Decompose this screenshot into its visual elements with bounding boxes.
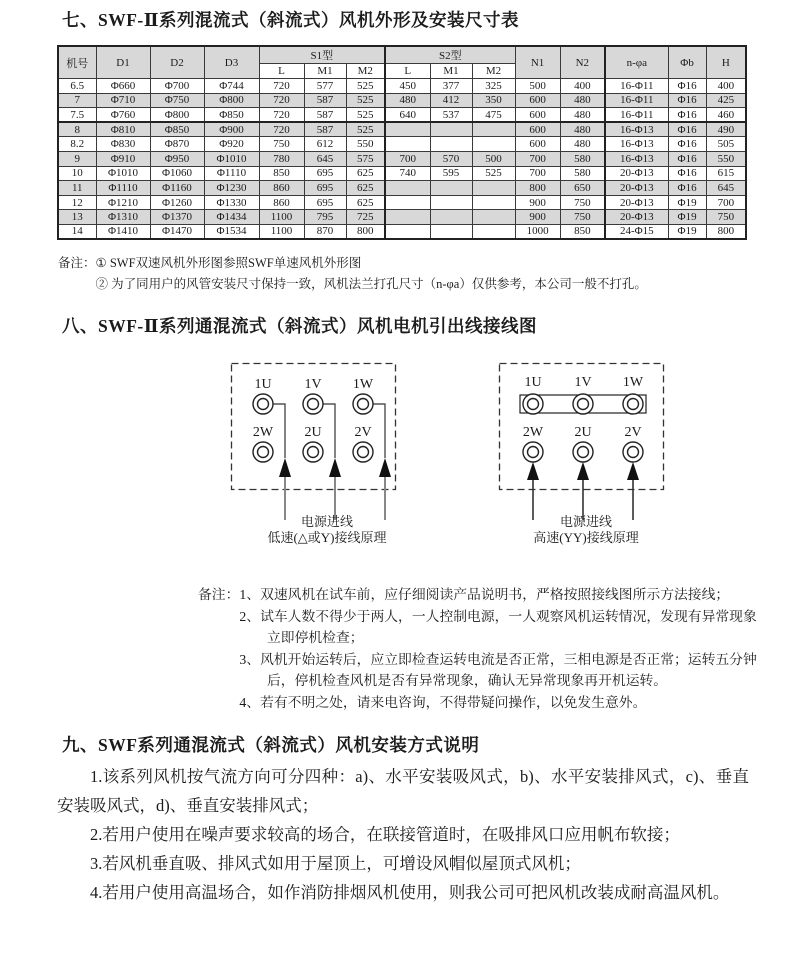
col-header-s2: S2型 (385, 46, 515, 64)
table-cell: 12 (58, 195, 96, 210)
caption-low-line2: 低速(△或Y)接线原理 (267, 530, 387, 545)
table-row (58, 151, 746, 166)
section8-title: 八、SWF-Ⅱ系列通混流式（斜流式）风机电机引出线接线图 (62, 316, 537, 336)
table-cell: 1100 (259, 224, 304, 239)
table-cell: 750 (560, 210, 605, 225)
table-cell: 1100 (259, 210, 304, 225)
table-cell: 460 (706, 108, 746, 123)
terminal-label-1v: 1V (574, 375, 592, 390)
table-cell: Φ760 (96, 108, 150, 123)
wiring-notes-label: 备注： (198, 587, 240, 602)
wiring-notes-list (239, 584, 758, 713)
table-cell (385, 210, 430, 225)
table-cell (430, 210, 472, 225)
table-cell: Φ910 (96, 151, 150, 166)
table-cell: 450 (385, 79, 430, 94)
table-cell: 720 (259, 93, 304, 108)
table-cell: Φ1330 (204, 195, 259, 210)
table-cell: 587 (304, 108, 346, 123)
table-cell (385, 195, 430, 210)
table-cell: 580 (560, 151, 605, 166)
table-cell: Φ1370 (150, 210, 204, 225)
table-note: ① SWF双速风机外形图参照SWF单速风机外形图 (95, 256, 362, 270)
table-cell: Φ16 (668, 79, 706, 94)
table-cell: 480 (560, 108, 605, 123)
terminal-label-1u: 1U (524, 375, 542, 390)
table-cell (472, 195, 515, 210)
table-row (58, 122, 746, 137)
subcol-header-s1-m2: M2 (346, 64, 385, 79)
table-cell: 795 (304, 210, 346, 225)
table-cell: Φ870 (150, 137, 204, 152)
table-row (58, 108, 746, 123)
table-cell: Φ750 (150, 93, 204, 108)
table-cell: 490 (706, 122, 746, 137)
table-cell: 1000 (515, 224, 560, 239)
table-cell (385, 181, 430, 196)
table-cell: 645 (706, 181, 746, 196)
terminals (253, 377, 374, 462)
table-cell: 550 (706, 151, 746, 166)
table-cell: 600 (515, 137, 560, 152)
table-cell: Φ1010 (204, 151, 259, 166)
table-cell: 700 (385, 151, 430, 166)
table-cell: 800 (346, 224, 385, 239)
table-cell: Φ800 (204, 93, 259, 108)
subcol-header-s2-l: L (385, 64, 430, 79)
table-cell: 537 (430, 108, 472, 123)
terminal-label-1v: 1V (304, 377, 322, 392)
table-cell: 16-Φ13 (605, 137, 668, 152)
table-cell: Φ700 (150, 79, 204, 94)
table-cell: 750 (560, 195, 605, 210)
wiring-diagram-high-speed (498, 362, 668, 522)
table-cell: Φ810 (96, 122, 150, 137)
table-cell (472, 224, 515, 239)
subcol-header-s2-m1: M1 (430, 64, 472, 79)
table-cell: Φ19 (668, 210, 706, 225)
table-cell: 525 (346, 93, 385, 108)
table-cell: 720 (259, 108, 304, 123)
table-cell: 870 (304, 224, 346, 239)
table-cell: 525 (346, 79, 385, 94)
wiring-note: 1、双速风机在试车前，应仔细阅读产品说明书，严格按照接线图所示方法接线； (239, 587, 730, 602)
table-cell: 412 (430, 93, 472, 108)
table-cell: Φ16 (668, 181, 706, 196)
table-cell: 16-Φ11 (605, 79, 668, 94)
wiring-note: 3、风机开始运转后，应立即检查运转电流是否正常，三相电源是否正常；运转五分钟后，停机检查风机是否有异常现象，确认无异常现象再开机运转。 (239, 651, 757, 688)
table-cell: Φ19 (668, 224, 706, 239)
table-cell: 750 (259, 137, 304, 152)
table-cell: Φ850 (150, 122, 204, 137)
terminal-label-2w: 2W (252, 425, 274, 440)
wiring-diagram-low-speed (230, 362, 400, 522)
table-cell: Φ16 (668, 93, 706, 108)
table-cell: 600 (515, 122, 560, 137)
table-cell: 740 (385, 166, 430, 181)
table-cell: Φ1534 (204, 224, 259, 239)
table-cell: 780 (259, 151, 304, 166)
table-cell: Φ830 (96, 137, 150, 152)
table-cell: 16-Φ13 (605, 122, 668, 137)
table-cell: 377 (430, 79, 472, 94)
terminal-label-1u: 1U (254, 377, 272, 392)
table-cell: 10 (58, 166, 96, 181)
table-cell: Φ1110 (204, 166, 259, 181)
table-cell (430, 195, 472, 210)
dimensions-table (57, 45, 745, 240)
table-header-row (58, 46, 746, 64)
terminal-label-2u: 2U (574, 425, 592, 440)
table-cell: Φ660 (96, 79, 150, 94)
col-header-s1: S1型 (259, 46, 385, 64)
col-header-phib: Φb (668, 46, 706, 79)
subcol-header-s2-m2: M2 (472, 64, 515, 79)
table-cell: 700 (706, 195, 746, 210)
table-cell: Φ710 (96, 93, 150, 108)
table-cell: 900 (515, 195, 560, 210)
table-cell: 650 (560, 181, 605, 196)
table-cell: Φ1470 (150, 224, 204, 239)
table-cell: 525 (346, 122, 385, 137)
table-cell: 575 (346, 151, 385, 166)
table-cell: 500 (515, 79, 560, 94)
table-notes-list (96, 253, 647, 295)
table-cell: Φ16 (668, 108, 706, 123)
table-cell: 9 (58, 151, 96, 166)
table-cell: Φ850 (204, 108, 259, 123)
table-cell (430, 137, 472, 152)
table-cell: 595 (430, 166, 472, 181)
table-cell: 860 (259, 181, 304, 196)
table-cell: Φ1410 (96, 224, 150, 239)
table-cell: 640 (385, 108, 430, 123)
table-cell: 505 (706, 137, 746, 152)
table-cell: 580 (560, 166, 605, 181)
table-cell: 700 (515, 166, 560, 181)
table-cell (385, 224, 430, 239)
table-cell: 860 (259, 195, 304, 210)
section9-title: 九、SWF系列通混流式（斜流式）风机安装方式说明 (62, 735, 480, 755)
table-cell: Φ1434 (204, 210, 259, 225)
table-cell: 615 (706, 166, 746, 181)
table-cell: 24-Φ15 (605, 224, 668, 239)
table-cell: Φ1060 (150, 166, 204, 181)
table-cell: 587 (304, 122, 346, 137)
table-cell: 480 (385, 93, 430, 108)
table-cell: 850 (560, 224, 605, 239)
table-cell (472, 181, 515, 196)
table-cell: Φ16 (668, 151, 706, 166)
table-cell: 16-Φ13 (605, 151, 668, 166)
table-cell: Φ920 (204, 137, 259, 152)
table-cell: 6.5 (58, 79, 96, 94)
col-header-d1: D1 (96, 46, 150, 79)
table-cell: 700 (515, 151, 560, 166)
wiring-note: 4、若有不明之处，请来电咨询，不得带疑问操作，以免发生意外。 (239, 694, 647, 710)
install-paragraphs (57, 762, 749, 907)
table-cell (385, 122, 430, 137)
table-cell: Φ1110 (96, 181, 150, 196)
table-cell: Φ1310 (96, 210, 150, 225)
col-header-d2: D2 (150, 46, 204, 79)
caption-high-line2: 高速(YY)接线原理 (533, 530, 639, 545)
terminal-label-2u: 2U (304, 425, 322, 440)
table-cell: Φ1230 (204, 181, 259, 196)
table-cell: 7.5 (58, 108, 96, 123)
table-cell: 525 (472, 166, 515, 181)
table-cell: 600 (515, 108, 560, 123)
terminal-label-1w: 1W (352, 377, 374, 392)
table-cell: 587 (304, 93, 346, 108)
terminals (523, 375, 644, 462)
table-cell: 350 (472, 93, 515, 108)
table-row (58, 93, 746, 108)
table-cell: Φ744 (204, 79, 259, 94)
table-cell: 20-Φ13 (605, 166, 668, 181)
table-cell: 577 (304, 79, 346, 94)
table-cell: 14 (58, 224, 96, 239)
table-cell: 480 (560, 122, 605, 137)
table-cell: 612 (304, 137, 346, 152)
table-cell: Φ16 (668, 166, 706, 181)
power-feed-arrows (527, 462, 639, 520)
col-header-n2: N2 (560, 46, 605, 79)
table-row (58, 224, 746, 239)
table-cell (472, 210, 515, 225)
table-cell: Φ16 (668, 122, 706, 137)
table-row (58, 181, 746, 196)
table-cell: 720 (259, 122, 304, 137)
table-cell: 550 (346, 137, 385, 152)
table-row (58, 195, 746, 210)
table-note: ② 为了同用户的风管安装尺寸保持一致，风机法兰打孔尺寸（n-φa）仅供参考，本公司一般不打孔。 (95, 277, 647, 291)
table-cell: 8 (58, 122, 96, 137)
table-cell: 695 (304, 166, 346, 181)
table-cell: 20-Φ13 (605, 210, 668, 225)
table-cell: 625 (346, 195, 385, 210)
caption-low-line1: 电源进线 (300, 514, 353, 529)
wiring-note: 2、试车人数不得少于两人，一人控制电源，一人观察风机运转情况，发现有异常现象立即停机检查； (239, 608, 757, 645)
table-cell: 425 (706, 93, 746, 108)
table-cell: Φ1160 (150, 181, 204, 196)
col-header-d3: D3 (204, 46, 259, 79)
table-cell: Φ19 (668, 195, 706, 210)
table-cell: 400 (706, 79, 746, 94)
table-cell: 695 (304, 195, 346, 210)
table-cell: Φ1260 (150, 195, 204, 210)
table-cell: 475 (472, 108, 515, 123)
table-cell: 625 (346, 166, 385, 181)
table-cell: 20-Φ13 (605, 195, 668, 210)
section7-title: 七、SWF-Ⅱ系列混流式（斜流式）风机外形及安装尺寸表 (62, 10, 519, 30)
table-cell: 16-Φ11 (605, 108, 668, 123)
caption-high-line1: 电源进线 (559, 514, 612, 529)
table-notes-label: 备注： (58, 256, 96, 270)
table-cell: 11 (58, 181, 96, 196)
table-cell: 13 (58, 210, 96, 225)
table-cell (430, 224, 472, 239)
table-cell: Φ800 (150, 108, 204, 123)
table-row (58, 166, 746, 181)
table-cell: Φ16 (668, 137, 706, 152)
col-header-h: H (706, 46, 746, 79)
table-cell: 725 (346, 210, 385, 225)
install-paragraph: 3.若风机垂直吸、排风式如用于屋顶上，可增设风帽似屋顶式风机； (90, 854, 581, 873)
install-paragraph: 4.若用户使用高温场合，如作消防排烟风机使用，则我公司可把风机改装成耐高温风机。 (90, 883, 730, 902)
caption-high-speed (498, 514, 674, 546)
table-cell: 20-Φ13 (605, 181, 668, 196)
table-notes (58, 253, 758, 295)
table-cell: 750 (706, 210, 746, 225)
col-header-n1: N1 (515, 46, 560, 79)
terminal-label-2w: 2W (522, 425, 544, 440)
table-cell: 500 (472, 151, 515, 166)
terminal-label-2v: 2V (624, 425, 642, 440)
table-cell (385, 137, 430, 152)
table-cell: 480 (560, 137, 605, 152)
table-cell: 16-Φ11 (605, 93, 668, 108)
table-cell: 525 (346, 108, 385, 123)
install-paragraph: 1.该系列风机按气流方向可分四种：a)、水平安装吸风式，b)、水平安装排风式，c)、垂直安装吸风式，d)、垂直安装排风式； (57, 767, 749, 815)
install-paragraph: 2.若用户使用在噪声要求较高的场合，在联接管道时，在吸排风口应用帆布软接； (90, 825, 680, 844)
table-cell (430, 122, 472, 137)
caption-low-speed (232, 514, 422, 546)
table-cell: 625 (346, 181, 385, 196)
dimensions-table-body (58, 79, 746, 240)
table-cell: 850 (259, 166, 304, 181)
table-cell: 695 (304, 181, 346, 196)
table-cell: Φ1010 (96, 166, 150, 181)
terminal-label-2v: 2V (354, 425, 372, 440)
table-cell (472, 137, 515, 152)
table-cell: Φ1210 (96, 195, 150, 210)
table-cell (472, 122, 515, 137)
table-cell: 7 (58, 93, 96, 108)
table-cell: 645 (304, 151, 346, 166)
dimensions-table-grid (57, 45, 747, 240)
table-cell: 800 (706, 224, 746, 239)
subcol-header-s1-m1: M1 (304, 64, 346, 79)
table-cell: 400 (560, 79, 605, 94)
table-cell: 800 (515, 181, 560, 196)
subcol-header-s1-l: L (259, 64, 304, 79)
col-header-jihao: 机号 (58, 46, 96, 79)
table-row (58, 210, 746, 225)
table-cell: 480 (560, 93, 605, 108)
table-cell: Φ900 (204, 122, 259, 137)
table-cell: 8.2 (58, 137, 96, 152)
terminal-label-1w: 1W (622, 375, 644, 390)
table-cell: 325 (472, 79, 515, 94)
wiring-notes (198, 584, 758, 713)
table-row (58, 137, 746, 152)
table-cell: Φ950 (150, 151, 204, 166)
table-cell: 720 (259, 79, 304, 94)
table-cell: 600 (515, 93, 560, 108)
table-cell: 570 (430, 151, 472, 166)
table-row (58, 79, 746, 94)
table-cell: 900 (515, 210, 560, 225)
table-cell (430, 181, 472, 196)
col-header-nphia: n-φa (605, 46, 668, 79)
